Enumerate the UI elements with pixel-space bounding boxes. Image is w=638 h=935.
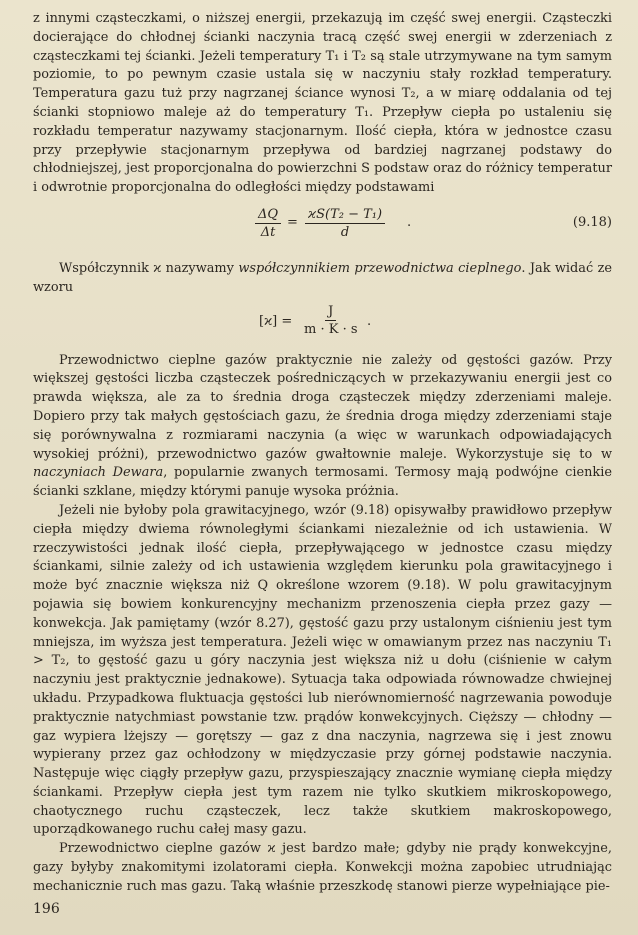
equation-lhs-numerator: ΔQ (255, 206, 281, 224)
coefficient-text-a: Współczynnik ϰ nazywamy (59, 260, 239, 276)
coefficient-term: współczynnikiem przewodnictwa cieplnego (238, 260, 522, 276)
equation-rhs-fraction (305, 206, 385, 241)
page-number: 196 (33, 901, 60, 917)
units-denominator: m · K · s (304, 321, 358, 337)
paragraph-gas-density (33, 352, 612, 502)
paragraph-insulators: Przewodnictwo cieplne gazów ϰ jest bardzo małe; gdyby nie prądy konwekcyjne, gazy byłyby znakomitymi izolatorami ciepła. Konwekcji można zapobiec utrudniając mechanicznie ruch mas gazu. Taką właśnie przeszkodę stanowi pierze wypełniające pie- (33, 841, 612, 894)
units-fraction (301, 303, 361, 338)
equation-9-18 (33, 200, 612, 256)
equation-rhs-numerator: ϰS(T₂ − T₁) (305, 206, 385, 224)
units-lhs: [ϰ] = (259, 313, 293, 329)
units-period: . (367, 313, 372, 329)
equation-number: (9.18) (572, 214, 612, 230)
equation-lhs-fraction (255, 206, 281, 241)
paragraph-convection: Jeżeli nie byłoby pola grawitacyjnego, wzór (9.18) opisywałby prawidłowo przepływ ciepła między dwiema równoległymi ściankami niezależnie od ich ustawienia. W rzeczywistości jednak ilość ciepła, przepływającego w jednostce czasu między ściankami, silnie zależy od ich ustawienia względem kierunku pola grawitacyjnego i może być znacznie większa niż Q określone wzorem (9.18). W polu grawitacyjnym pojawia się bowiem konkurencyjny mechanizm przenoszenia ciepła przez gazy — konwekcja. Jak pamiętamy (wzór 8.27), gęstość gazu przy ustalonym ciśnieniu jest tym mniejsza, im wyższa jest temperatura. Jeżeli więc w omawianym przez nas naczyniu T₁ > T₂, to gęstość gazu u góry naczynia jest większa niż u dołu (ciśnienie w całym naczyniu jest praktycznie jednakowe). Sytuacja taka odpowiada równowadze chwiejnej układu. Przypadkowa fluktuacja gęstości lub nierównomierność nagrzewania powoduje praktycznie natychmiast powstanie tzw. prądów konwekcyjnych. Cięższy — chłodny — gaz wypiera lżejszy — gorętszy — gaz z dna naczynia, nagrzewa się i jest znowu wypierany przez gaz ochłodzony w międzyczasie przy górnej podstawie naczynia. Następuje więc ciągły przepływ gazu, przyspieszający znacznie wymianę ciepła między ściankami. Przepływ ciepła jest tym razem nie tylko skutkiem mikroskopowego, chaotycznego ruchu cząsteczek, lecz także skutkiem makroskopowego, uporządkowanego ruchu całej masy gazu. (33, 502, 612, 838)
dewar-term: naczyniach Dewara (33, 465, 164, 481)
gas-density-text-b: , popularnie zwanych termosami. Termosy mają podwójne cienkie ścianki szklane, między którymi panuje wysoka próżnia. (33, 465, 612, 500)
paragraph-coefficient (33, 260, 612, 298)
equation-units (33, 300, 612, 348)
coefficient-text-b: . Jak widać ze wzoru (33, 260, 612, 295)
equation-lhs-denominator: Δt (260, 224, 276, 240)
units-numerator: J (325, 303, 336, 321)
paragraph-heat-flow: z innymi cząsteczkami, o niższej energii, przekazują im część swej energii. Cząsteczki docierające do chłodnej ścianki naczynia tracą część swej energii w zderzeniach z cząsteczkami tej ścianki. Jeżeli temperatury T₁ i T₂ są stale utrzymywane na tym samym poziomie, to po pewnym czasie ustala się w naczyniu stały rozkład temperatury. Temperatura gazu tuż przy nagrzanej ściance wynosi T₂, a w miarę oddalania od tej ścianki stopniowo maleje aż do temperatury T₁. Przepływ ciepła po ustaleniu się rozkładu temperatur nazywamy stacjonarnym. Ilość ciepła, która w jednostce czasu przy przepływie stacjonarnym przepływa od bardziej nagrzanej podstawy do chłodniejszej, jest proporcjonalna do powierzchni S podstaw oraz do różnicy temperatur i odwrotnie proporcjonalna do odległości między podstawami (33, 11, 612, 196)
gas-density-text-a: Przewodnictwo cieplne gazów praktycznie nie zależy od gęstości gazów. Przy większej gęstości liczba cząsteczek pośredniczących w przekazywaniu energii jest co prawda większa, ale za to średnia droga cząsteczek między zderzeniami maleje. Dopiero przy tak małych gęstościach gazu, że średnia droga między zderzeniami staje się porównywalna z rozmiarami naczynia (a więc w warunkach odpowiadających wysokiej próżni), przewodnictwo gazów gwałtownie maleje. Wykorzystuje się to w (33, 352, 612, 462)
equation-equals: = (287, 214, 298, 230)
equation-rhs-denominator: d (340, 224, 350, 240)
equation-period: . (407, 214, 412, 230)
